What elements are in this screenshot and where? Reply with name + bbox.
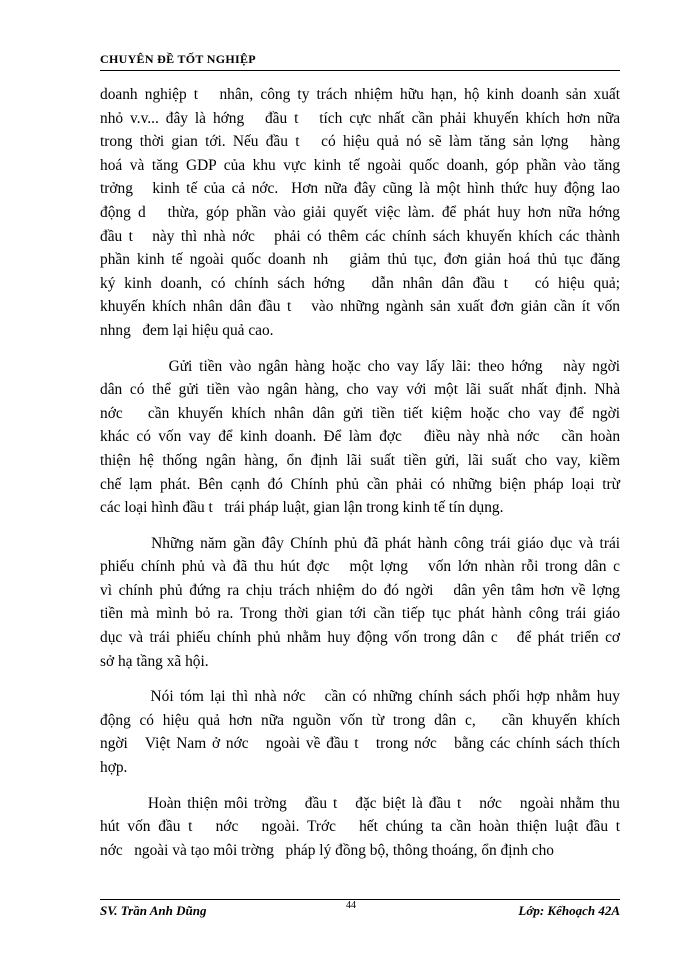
text-line: trởng kinh tế của cả nớc. Hơn nữa đây cũng là một hình thức huy động lao bbox=[100, 180, 620, 198]
text-line: động d thừa, góp phần vào giải quyết việc làm. để phát huy hơn nữa hớng bbox=[100, 203, 620, 221]
page-body bbox=[100, 83, 620, 862]
footer-divider bbox=[100, 899, 620, 900]
text-line: các loại hình đầu t trái pháp luật, gian lận trong kinh tế tín dụng. bbox=[100, 499, 504, 517]
paragraph-1 bbox=[100, 83, 620, 343]
text-line: trong thời gian tới. Nếu đầu t có hiệu quả nó sẽ làm tăng sản lợng hàng bbox=[100, 133, 621, 151]
text-line: hút vốn đầu t nớc ngoài. Trớc hết chúng ta cần hoàn thiện luật đầu t bbox=[100, 818, 621, 836]
document-header: CHUYÊN ĐỀ TỐT NGHIỆP bbox=[100, 52, 256, 66]
text-line: doanh nghiệp t nhân, công ty trách nhiệm hữu hạn, hộ kinh doanh sản xuất bbox=[100, 86, 621, 103]
text-line: Hoàn thiện môi trờng đầu t đặc biệt là đầu t nớc ngoài nhằm thu bbox=[100, 794, 620, 812]
text-line: ký kinh doanh, có chính sách hớng dẫn nhân dân đầu t có hiệu quả; bbox=[100, 274, 621, 292]
text-line: phần kinh tế ngoài quốc doanh nh giảm thủ tục, đơn giản hoá thủ tục đăng bbox=[100, 251, 621, 269]
header-divider bbox=[100, 70, 620, 71]
text-line: thiện hệ thống ngân hàng, ổn định lãi suất tiền gửi, lãi suất cho vay, kiềm bbox=[100, 451, 621, 469]
text-line: hoá và tăng GDP của khu vực kinh tế ngoài quốc doanh, góp phần vào tăng bbox=[100, 156, 621, 174]
text-line: nhng đem lại hiệu quả cao. bbox=[100, 321, 274, 339]
text-line: khuyến khích nhân dân đầu t vào những ngành sản xuất đơn giản cần ít vốn bbox=[100, 298, 620, 316]
text-line: đầu t này thì nhà nớc phải có thêm các chính sách khuyến khích các thành bbox=[100, 227, 620, 245]
text-line: dân có thể gửi tiền vào ngân hàng, cho vay với một lãi suất nhất định. Nhà bbox=[100, 381, 621, 399]
text-line: nớc cần khuyến khích nhân dân gửi tiền tiết kiệm hoặc cho vay để ngời bbox=[100, 404, 620, 422]
text-line: dục và trái phiếu chính phủ nhằm huy động vốn trong dân c để phát triển cơ bbox=[100, 629, 621, 647]
text-line: động có hiệu quả hơn nữa nguồn vốn từ trong dân c, cần khuyến khích bbox=[100, 711, 621, 729]
text-line: hợp. bbox=[100, 759, 128, 777]
text-line: nhỏ v.v... đây là hớng đầu t tích cực nhất cần phải khuyến khích hơn nữa bbox=[100, 109, 621, 127]
page-number: 44 bbox=[346, 900, 356, 911]
text-line: Gửi tiền vào ngân hàng hoặc cho vay lấy lãi: theo hớng này ngời bbox=[100, 357, 621, 375]
paragraph-4 bbox=[100, 685, 620, 779]
text-line: nớc ngoài và tạo môi trờng pháp lý đồng bộ, thông thoáng, ổn định cho bbox=[100, 841, 554, 859]
paragraph-2 bbox=[100, 355, 620, 520]
text-line: chế lạm phát. Bên cạnh đó Chính phủ cần phải có những biện pháp loại trừ bbox=[100, 475, 620, 493]
class-name: Lớp: Kếhoạch 42A bbox=[518, 903, 620, 918]
text-line: ngời Việt Nam ở nớc ngoài về đầu t trong nớc bằng các chính sách thích bbox=[100, 735, 621, 753]
text-line: phiếu chính phủ và đã thu hút đợc một lợng vốn lớn nhàn rỗi trong dân c bbox=[100, 558, 620, 576]
text-line: Nói tóm lại thì nhà nớc cần có những chính sách phối hợp nhằm huy bbox=[100, 688, 620, 706]
text-line: vì chính phủ đứng ra chịu trách nhiệm do đó ngời dân yên tâm hơn về lợng bbox=[100, 581, 620, 599]
student-name: SV. Trần Anh Dũng bbox=[100, 903, 207, 918]
paragraph-5 bbox=[100, 792, 620, 863]
text-line: sở hạ tầng xã hội. bbox=[100, 652, 209, 670]
text-line: Những năm gần đây Chính phủ đã phát hành công trái giáo dục và trái bbox=[100, 534, 621, 552]
paragraph-3 bbox=[100, 532, 620, 674]
text-line: khác có vốn vay để kinh doanh. Để làm đợc điều này nhà nớc cần hoàn bbox=[100, 428, 621, 446]
text-line: tiền mà mình bỏ ra. Trong thời gian tới cần tiếp tục phát hành công trái giáo bbox=[100, 605, 621, 623]
